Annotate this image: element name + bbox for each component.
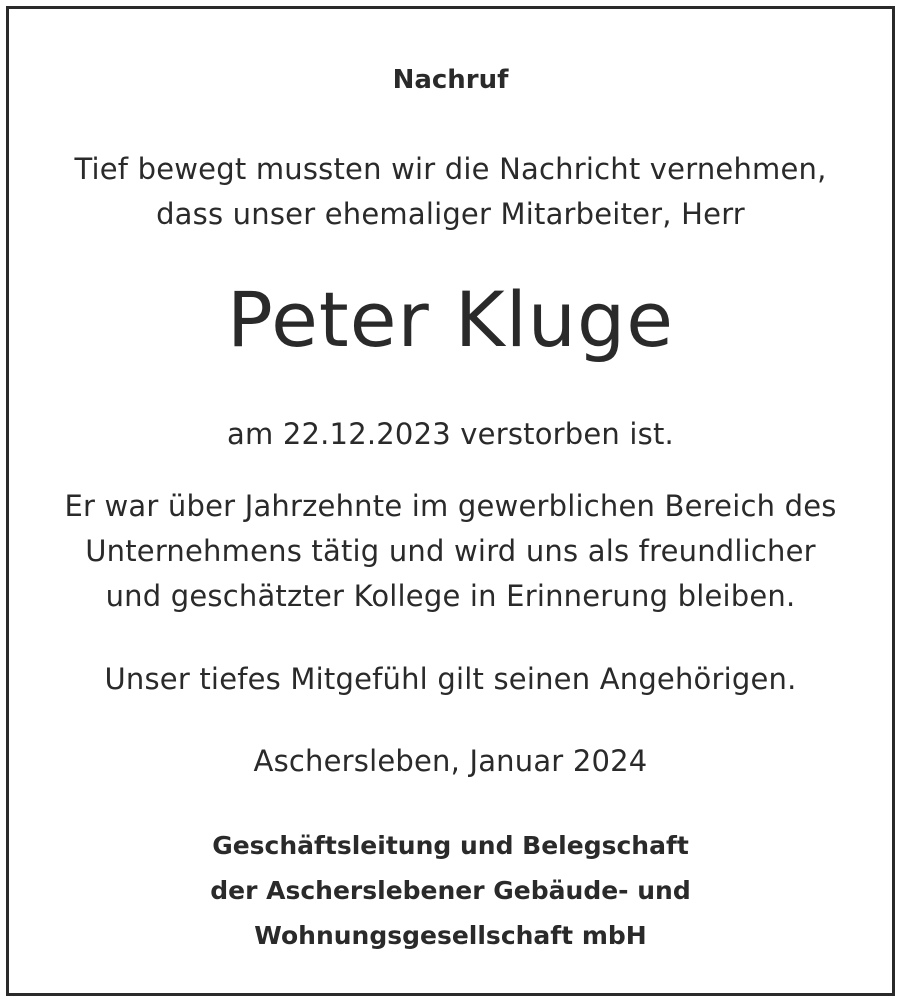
deceased-name: Peter Kluge bbox=[227, 275, 674, 364]
obituary-heading: Nachruf bbox=[392, 65, 509, 95]
signature-line-3: Wohnungsgesellschaft mbH bbox=[254, 921, 647, 950]
tribute-line-2: Unternehmens tätig und wird uns als freundlicher bbox=[85, 534, 816, 568]
tribute-line-3: und geschätzter Kollege in Erinnerung bleiben. bbox=[105, 579, 796, 613]
obituary-frame bbox=[6, 6, 895, 996]
death-date-line: am 22.12.2023 verstorben ist. bbox=[227, 417, 674, 451]
signature-line-1: Geschäftsleitung und Belegschaft bbox=[212, 831, 689, 860]
intro-line-1: Tief bewegt mussten wir die Nachricht vernehmen, bbox=[74, 152, 827, 186]
intro-line-2: dass unser ehemaliger Mitarbeiter, Herr bbox=[156, 197, 745, 231]
tribute-line-1: Er war über Jahrzehnte im gewerblichen Bereich des bbox=[64, 489, 837, 523]
sympathy-line: Unser tiefes Mitgefühl gilt seinen Angehörigen. bbox=[104, 662, 797, 696]
place-date-line: Aschersleben, Januar 2024 bbox=[253, 744, 648, 778]
signature-line-2: der Ascherslebener Gebäude- und bbox=[210, 876, 691, 905]
